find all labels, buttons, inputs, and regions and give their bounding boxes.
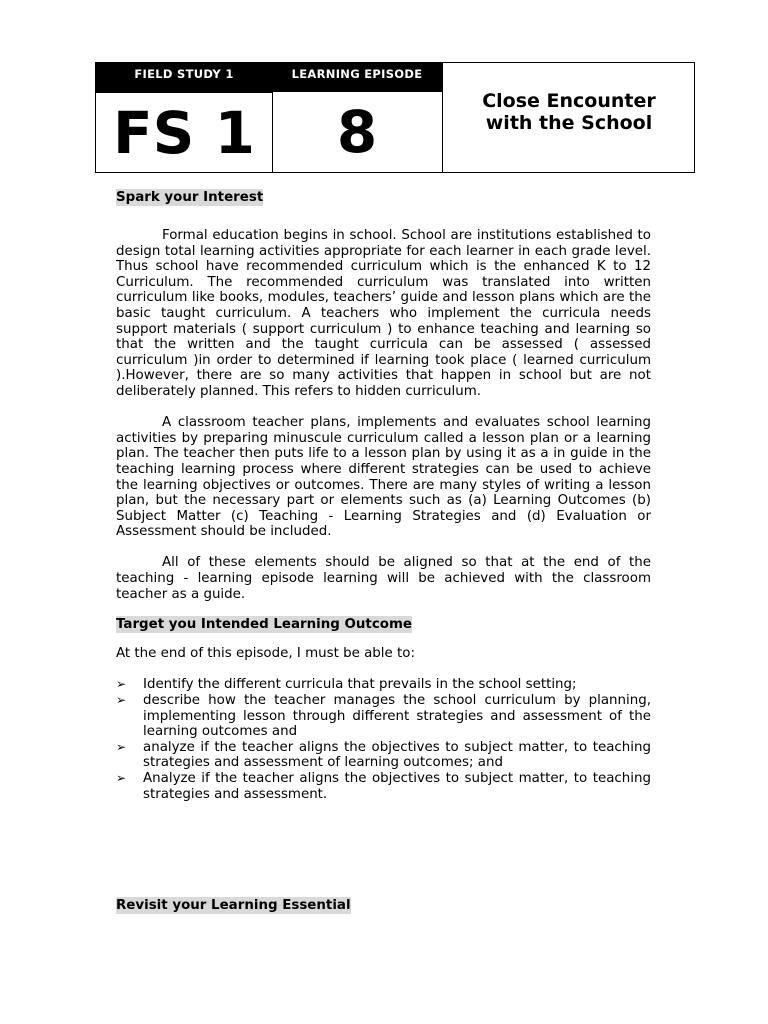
paragraph-2: A classroom teacher plans, implements and evaluates school learning activities by preparing minuscule curriculum called a lesson plan or a learning plan. The teacher then puts life to a lesson plan by using it as a in guide in the teaching learning process where different strategies can be used to achieve the learning objectives or outcomes. There are many styles of writing a lesson plan, but the necessary part or elements such as (a) Learning Outcomes (b) Subject Matter (c) Teaching - Learning Strategies and (d) Evaluation or Assessment should be included.: [116, 415, 651, 540]
document-body: [116, 189, 651, 914]
arrowhead-bullet-icon: ➢: [116, 677, 127, 692]
outcomes-list: [116, 677, 651, 802]
episode-title-line-2: with the School: [485, 112, 653, 134]
list-item: ➢ describe how the teacher manages the school curriculum by planning, implementing lesson through different strategies and assessment of the learning outcomes and: [116, 693, 651, 740]
list-item: ➢ Analyze if the teacher aligns the objectives to subject matter, to teaching strategies and assessment.: [116, 771, 651, 802]
episode-header-table: [95, 62, 695, 173]
episode-title-line-1: Close Encounter: [482, 90, 656, 112]
list-item: ➢ Identify the different curricula that prevails in the school setting;: [116, 677, 577, 693]
arrowhead-bullet-icon: ➢: [116, 771, 127, 785]
cell-divider: [272, 92, 273, 173]
episode-title: [443, 63, 695, 173]
section-heading-revisit: Revisit your Learning Essential: [116, 898, 351, 914]
section-heading-spark: Spark your Interest: [116, 190, 264, 205]
learning-episode-label: LEARNING EPISODE: [272, 63, 442, 92]
episode-number: 8: [336, 98, 378, 166]
paragraph-1: Formal education begins in school. School are institutions established to design total learning activities appropriate for each learner in each grade level. Thus school have recommended curriculum which is the enhanced K to 12 Curriculum. The recommended curriculum was translated into written curriculum like books, modules, teachers’ guide and lesson plans which are the basic taught curriculum. A teachers who implement the curricula needs support materials ( support curriculum ) to enhance teaching and learning so that the written and the taught curricula can be assessed ( assessed curriculum )in order to determined if learning took place ( learned curriculum ).However, there are so many activities that happen in school but are not deliberately planned. This refers to hidden curriculum.: [116, 228, 651, 399]
arrowhead-bullet-icon: ➢: [116, 693, 127, 708]
arrowhead-bullet-icon: ➢: [116, 739, 127, 754]
list-item: ➢ analyze if the teacher aligns the objectives to subject matter, to teaching strategies and assessment of learning outcomes; and: [116, 739, 651, 771]
field-study-label: FIELD STUDY 1: [96, 63, 272, 92]
paragraph-3: All of these elements should be aligned so that at the end of the teaching - learning episode learning will be achieved with the classroom teacher as a guide.: [116, 555, 651, 602]
section-heading-target: Target you Intended Learning Outcome: [116, 617, 412, 633]
outcomes-intro: At the end of this episode, I must be able to:: [116, 646, 415, 662]
course-code: FS 1: [96, 92, 272, 173]
